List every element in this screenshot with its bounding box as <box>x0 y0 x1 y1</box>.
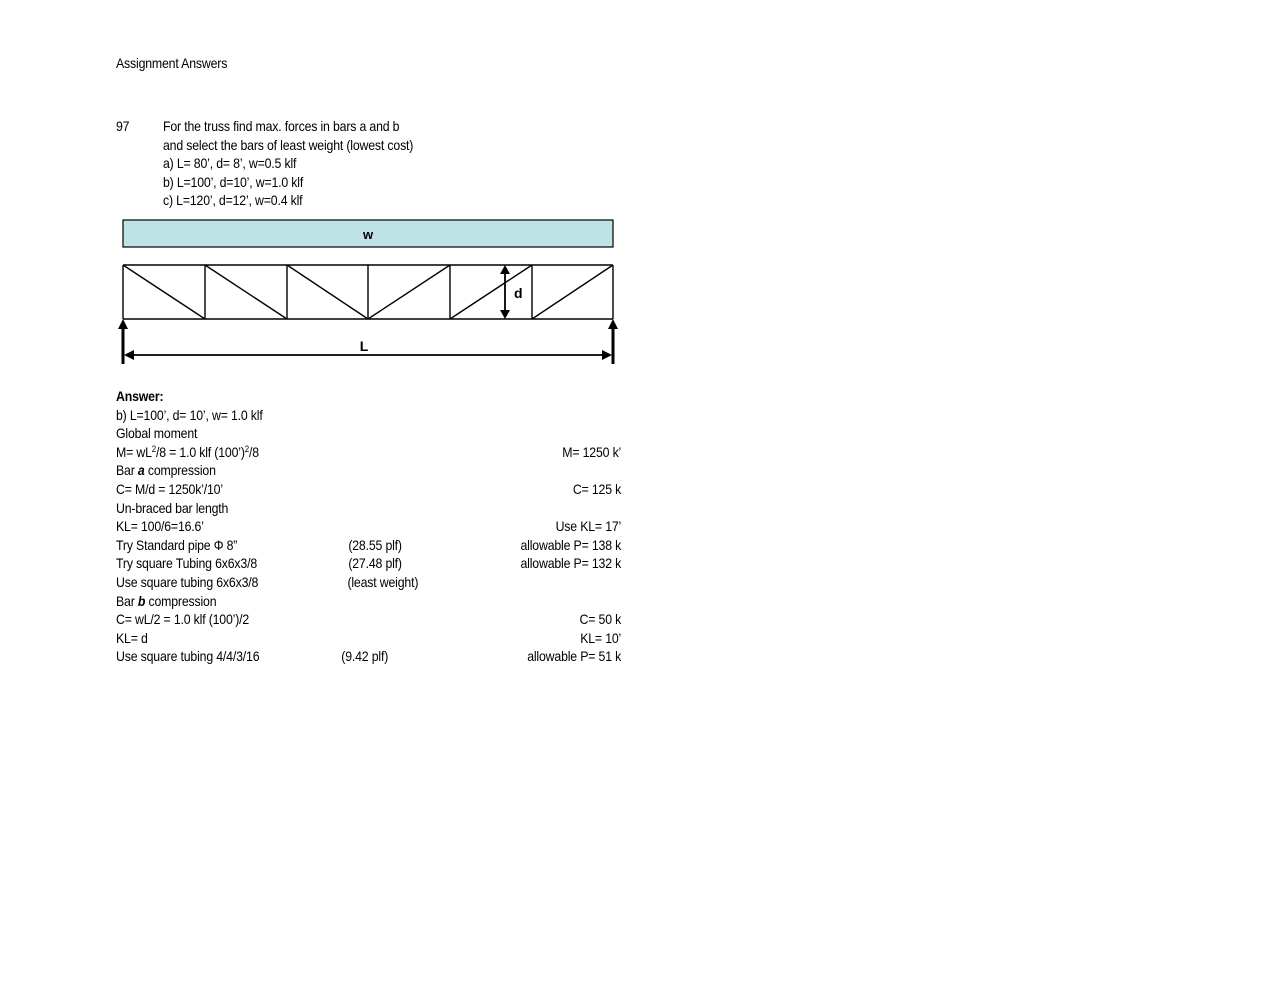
arrowhead-down-icon <box>500 310 510 319</box>
load-label: w <box>362 227 374 242</box>
question-text <box>163 117 413 210</box>
arrowhead-right-icon <box>602 350 612 360</box>
bar-b-kl-result: KL= 10’ <box>580 629 622 646</box>
least-weight-note: (least weight) <box>347 573 419 590</box>
global-moment-label: Global moment <box>116 425 198 442</box>
page-header: Assignment Answers <box>116 55 228 71</box>
try-tubing-row: Try square Tubing 6x6x3/8 (27.48 plf) allowable P= 132 k <box>116 555 622 572</box>
kl-use: Use KL= 17’ <box>555 518 622 535</box>
question-line: For the truss find max. forces in bars a and b <box>163 118 400 134</box>
diagonal-member <box>123 265 205 319</box>
small-tubing-allowable: allowable P= 51 k <box>527 648 622 665</box>
question-line: a) L= 80’, d= 8’, w=0.5 klf <box>163 155 297 171</box>
arrowhead-up-icon <box>500 265 510 274</box>
span-dimension <box>124 338 612 360</box>
bar-b-heading: Bar b compression <box>116 592 217 609</box>
moment-row: $M= wL^2/8 = 1.0$ klf (100’)$^2$/8 M= 1250 k’ <box>116 443 622 460</box>
use-small-tubing-row: Use square tubing 4/4/3/16 (9.42 plf) allowable P= 51 k <box>116 648 622 665</box>
kl-row: KL= 100/6=16.6’ Use KL= 17’ <box>116 518 622 535</box>
pipe-weight: (28.55 plf) <box>348 536 402 553</box>
diagonal-member <box>287 265 368 319</box>
use-tubing-row: Use square tubing 6x6x3/8 (least weight) <box>116 573 419 590</box>
truss-members <box>123 265 613 319</box>
bar-b-compression-row: C= wL/2 = 1.0 klf (100’)/2 C= 50 k <box>116 611 622 628</box>
pipe-allowable: allowable P= 138 k <box>520 536 622 553</box>
answer-heading: Answer: <box>116 388 164 404</box>
reaction-arrow-icon <box>118 319 128 329</box>
unbraced-label: Un-braced bar length <box>116 499 229 516</box>
compression-result: C= 125 k <box>572 480 622 497</box>
moment-result: M= 1250 k’ <box>562 443 622 460</box>
question-line: c) L=120’, d=12’, w=0.4 klf <box>163 192 303 208</box>
span-label: L <box>359 338 369 354</box>
answer-section <box>116 387 621 666</box>
arrowhead-left-icon <box>124 350 134 360</box>
try-pipe-row: Try Standard pipe Φ 8” (28.55 plf) allowable P= 138 k <box>116 536 622 553</box>
question-line: b) L=100’, d=10’, w=1.0 klf <box>163 173 304 190</box>
compression-row: C= M/d = 1250k’/10’ C= 125 k <box>116 480 622 497</box>
diagonal-member <box>368 265 450 319</box>
diagonal-member <box>205 265 287 319</box>
truss-diagram <box>116 214 626 369</box>
question-number: 97 <box>116 118 130 134</box>
question-line: and select the bars of least weight (lowest cost) <box>163 136 414 153</box>
answer-case: b) L=100’, d= 10’, w= 1.0 klf <box>116 406 263 423</box>
tubing-weight: (27.48 plf) <box>348 555 402 572</box>
bar-b-compression-result: C= 50 k <box>579 611 622 628</box>
reaction-arrow-icon <box>608 319 618 329</box>
bar-b-kl-row: KL= d KL= 10’ <box>116 629 622 646</box>
bar-a-heading: Bar a compression <box>116 462 216 479</box>
tubing-allowable: allowable P= 132 k <box>520 555 622 572</box>
diagonal-member <box>532 265 613 319</box>
small-tubing-weight: (9.42 plf) <box>341 648 389 665</box>
depth-label: d <box>514 285 523 301</box>
